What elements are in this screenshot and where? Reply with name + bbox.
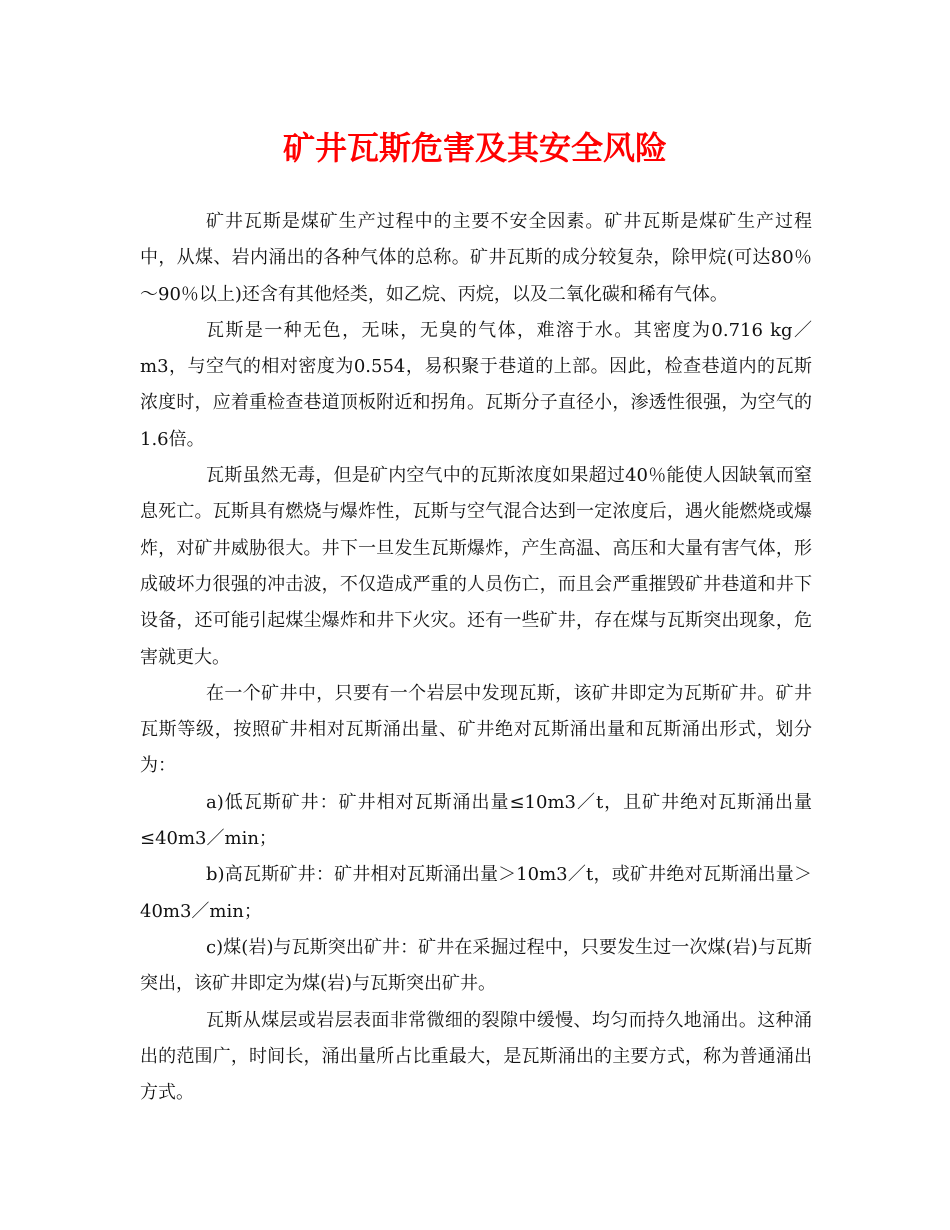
paragraph-outburst-mine: c)煤(岩)与瓦斯突出矿井：矿井在采掘过程中，只要发生过一次煤(岩)与瓦斯突出，该矿井即定为煤(岩)与瓦斯突出矿井。 [140, 936, 812, 995]
paragraph-mine-classification: 在一个矿井中，只要有一个岩层中发现瓦斯，该矿井即定为瓦斯矿井。矿井瓦斯等级，按照矿井相对瓦斯涌出量、矿井绝对瓦斯涌出量和瓦斯涌出形式，划分为： [140, 682, 812, 777]
paragraph-low-gas-mine: a)低瓦斯矿井：矿井相对瓦斯涌出量≤10m3／t，且矿井绝对瓦斯涌出量≤40m3／min； [140, 791, 812, 850]
paragraph-high-gas-mine: b)高瓦斯矿井：矿井相对瓦斯涌出量＞10m3／t，或矿井绝对瓦斯涌出量＞40m3／min； [140, 864, 812, 922]
paragraph-gas-properties: 瓦斯是一种无色，无味，无臭的气体，难溶于水。其密度为0.716 kg／m3，与空气的相对密度为0.554，易积聚于巷道的上部。因此，检查巷道内的瓦斯浓度时，应着重检查巷道顶板附近和拐角。瓦斯分子直径小，渗透性很强，为空气的1.6倍。 [140, 319, 812, 450]
document-body [140, 204, 812, 1111]
document-title: 矿井瓦斯危害及其安全风险 [282, 129, 667, 167]
paragraph-normal-emission: 瓦斯从煤层或岩层表面非常微细的裂隙中缓慢、均匀而持久地涌出。这种涌出的范围广，时间长，涌出量所占比重最大，是瓦斯涌出的主要方式，称为普通涌出方式。 [140, 1009, 812, 1104]
paragraph-gas-definition: 矿井瓦斯是煤矿生产过程中的主要不安全因素。矿井瓦斯是煤矿生产过程中，从煤、岩内涌出的各种气体的总称。矿井瓦斯的成分较复杂，除甲烷(可达80％～90％以上)还含有其他烃类，如乙烷、丙烷，以及二氧化碳和稀有气体。 [140, 211, 812, 305]
paragraph-gas-hazards: 瓦斯虽然无毒，但是矿内空气中的瓦斯浓度如果超过40％能使人因缺氧而窒息死亡。瓦斯具有燃烧与爆炸性，瓦斯与空气混合达到一定浓度后，遇火能燃烧或爆炸，对矿井威胁很大。井下一旦发生瓦斯爆炸，产生高温、高压和大量有害气体，形成破坏力很强的冲击波，不仅造成严重的人员伤亡，而且会严重摧毁矿井巷道和井下设备，还可能引起煤尘爆炸和井下火灾。还有一些矿井，存在煤与瓦斯突出现象，危害就更大。 [140, 465, 812, 668]
